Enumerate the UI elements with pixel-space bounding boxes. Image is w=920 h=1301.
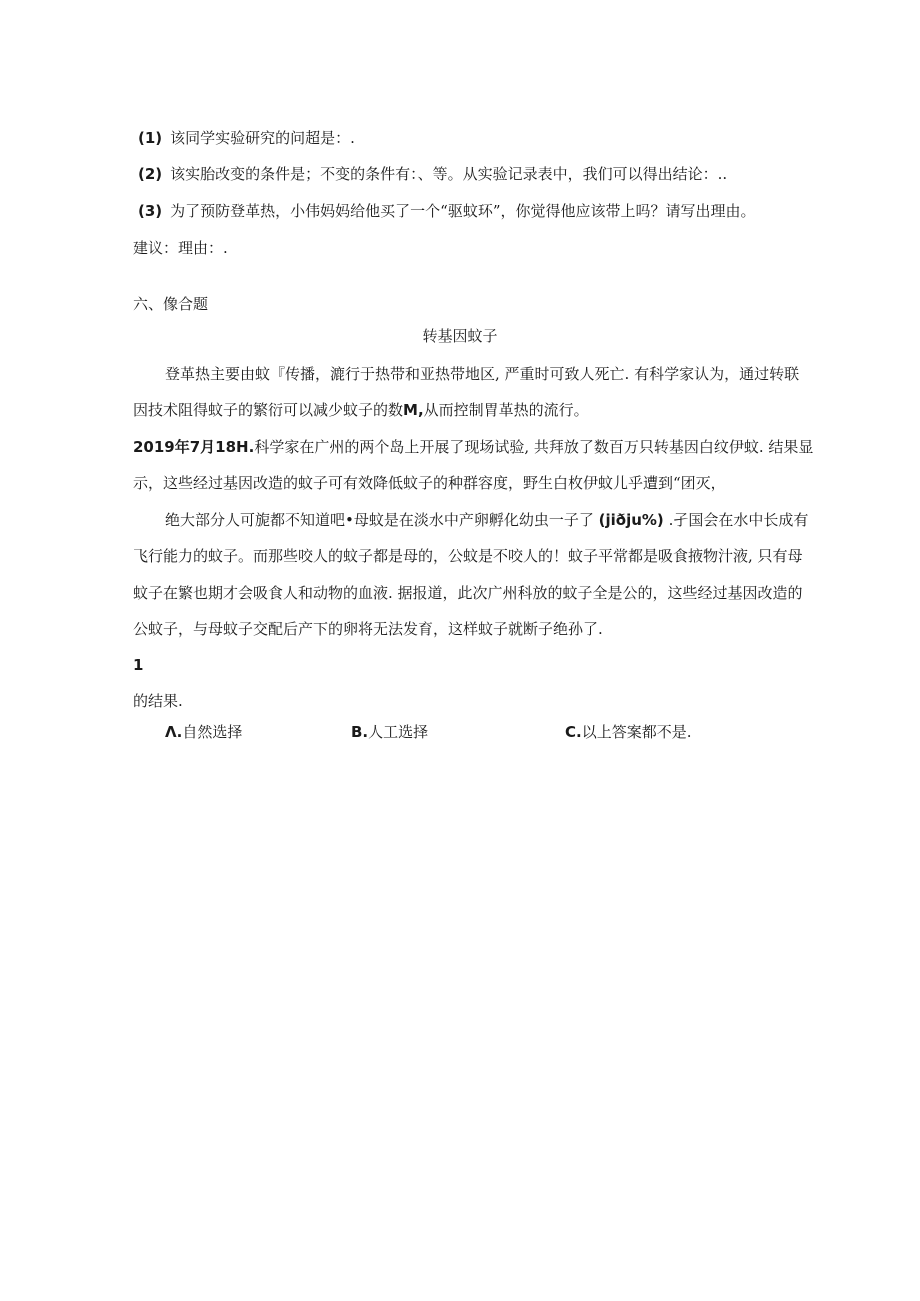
suggestion-line: 建议：理由：.: [133, 239, 228, 257]
question-3: [138, 201, 756, 221]
p2-date: 2019年7月18H.: [133, 438, 255, 456]
option-c-text: 以上答案都不是.: [581, 723, 692, 741]
option-a-letter: Λ.: [165, 723, 183, 741]
p3-line1-text-c: .孑国会在水中长成有: [668, 511, 809, 529]
article-title: 转基因蚊子: [422, 327, 498, 345]
option-a-text: 自然选择: [182, 723, 243, 741]
option-b-letter: B.: [351, 723, 369, 741]
question-2: [138, 164, 727, 184]
p2-line1-text: 科学家在广州的两个岛上开展了现场试验, 共拜放了数百万只转基因白纹伊蚊. 结果显: [254, 438, 814, 456]
option-c-letter: C.: [565, 723, 582, 741]
p1-line2-text-c: 从而控制胃革热的流行。: [423, 401, 589, 419]
option-b: [351, 722, 428, 742]
p3-line1-text-a: 绝大部分人可旎都不知道吧•母蚊是在淡水中产卵孵化幼虫一子了: [165, 511, 594, 529]
question-1: [138, 128, 355, 148]
question-1-number: (1): [138, 129, 163, 147]
p3-pinyin: (jiðju%): [598, 511, 664, 529]
article-paragraph-3-line-2: 飞行能力的蚊子。而那些咬人的蚊子都是母的，公蚊是不咬人的！蚊子平常都是吸食掖物汁液, 只有母: [133, 547, 803, 565]
article-paragraph-3-line-3: 蚊子在繁也期才会吸食人和动物的血液. 据报道，此次广州科放的蚊子全是公的，这些经过基因改造的: [133, 584, 803, 602]
p1-line2-text-a: 因技术阻得蚊子的繁衍可以减少蚊子的数: [133, 401, 404, 419]
question-number: 1: [133, 656, 144, 674]
option-b-text: 人工选择: [368, 723, 429, 741]
article-paragraph-2-line-1: [133, 437, 813, 457]
article-paragraph-3-line-4: 公蚊子，与母蚊子交配后产下的卵将无法发育，这样蚊子就断子绝孙了.: [133, 620, 603, 638]
question-stem: 的结果.: [133, 692, 183, 710]
section-heading: 六、像合题: [133, 295, 209, 313]
option-c: [565, 722, 692, 742]
article-paragraph-3-line-1: [165, 510, 808, 530]
question-3-text: 为了预防登革热，小伟妈妈给他买了一个“驱蚊环”，你觉得他应该带上吗？请写出理由。: [170, 202, 756, 220]
question-2-number: (2): [138, 165, 163, 183]
article-paragraph-2-line-2: 示，这些经过基因改造的蚊子可有效降低蚊子的种群容度，野生白枚伊蚊儿乎遭到“团灭，: [133, 474, 726, 492]
option-a: [165, 722, 242, 742]
question-3-number: (3): [138, 202, 163, 220]
question-1-text: 该同学实验研究的问超是：.: [170, 129, 355, 147]
p1-line2-bold: M,: [403, 401, 424, 419]
article-paragraph-1-line-1: 登革热主要由蚊『传播，漉行于热带和亚热带地区, 严重时可致人死亡. 有科学家认为，通过转联: [165, 365, 800, 383]
question-2-text: 该实胎改变的条件是；不变的条件有：、等。从实验记录表中，我们可以得出结论：..: [170, 165, 728, 183]
article-paragraph-1-line-2: [133, 400, 589, 420]
